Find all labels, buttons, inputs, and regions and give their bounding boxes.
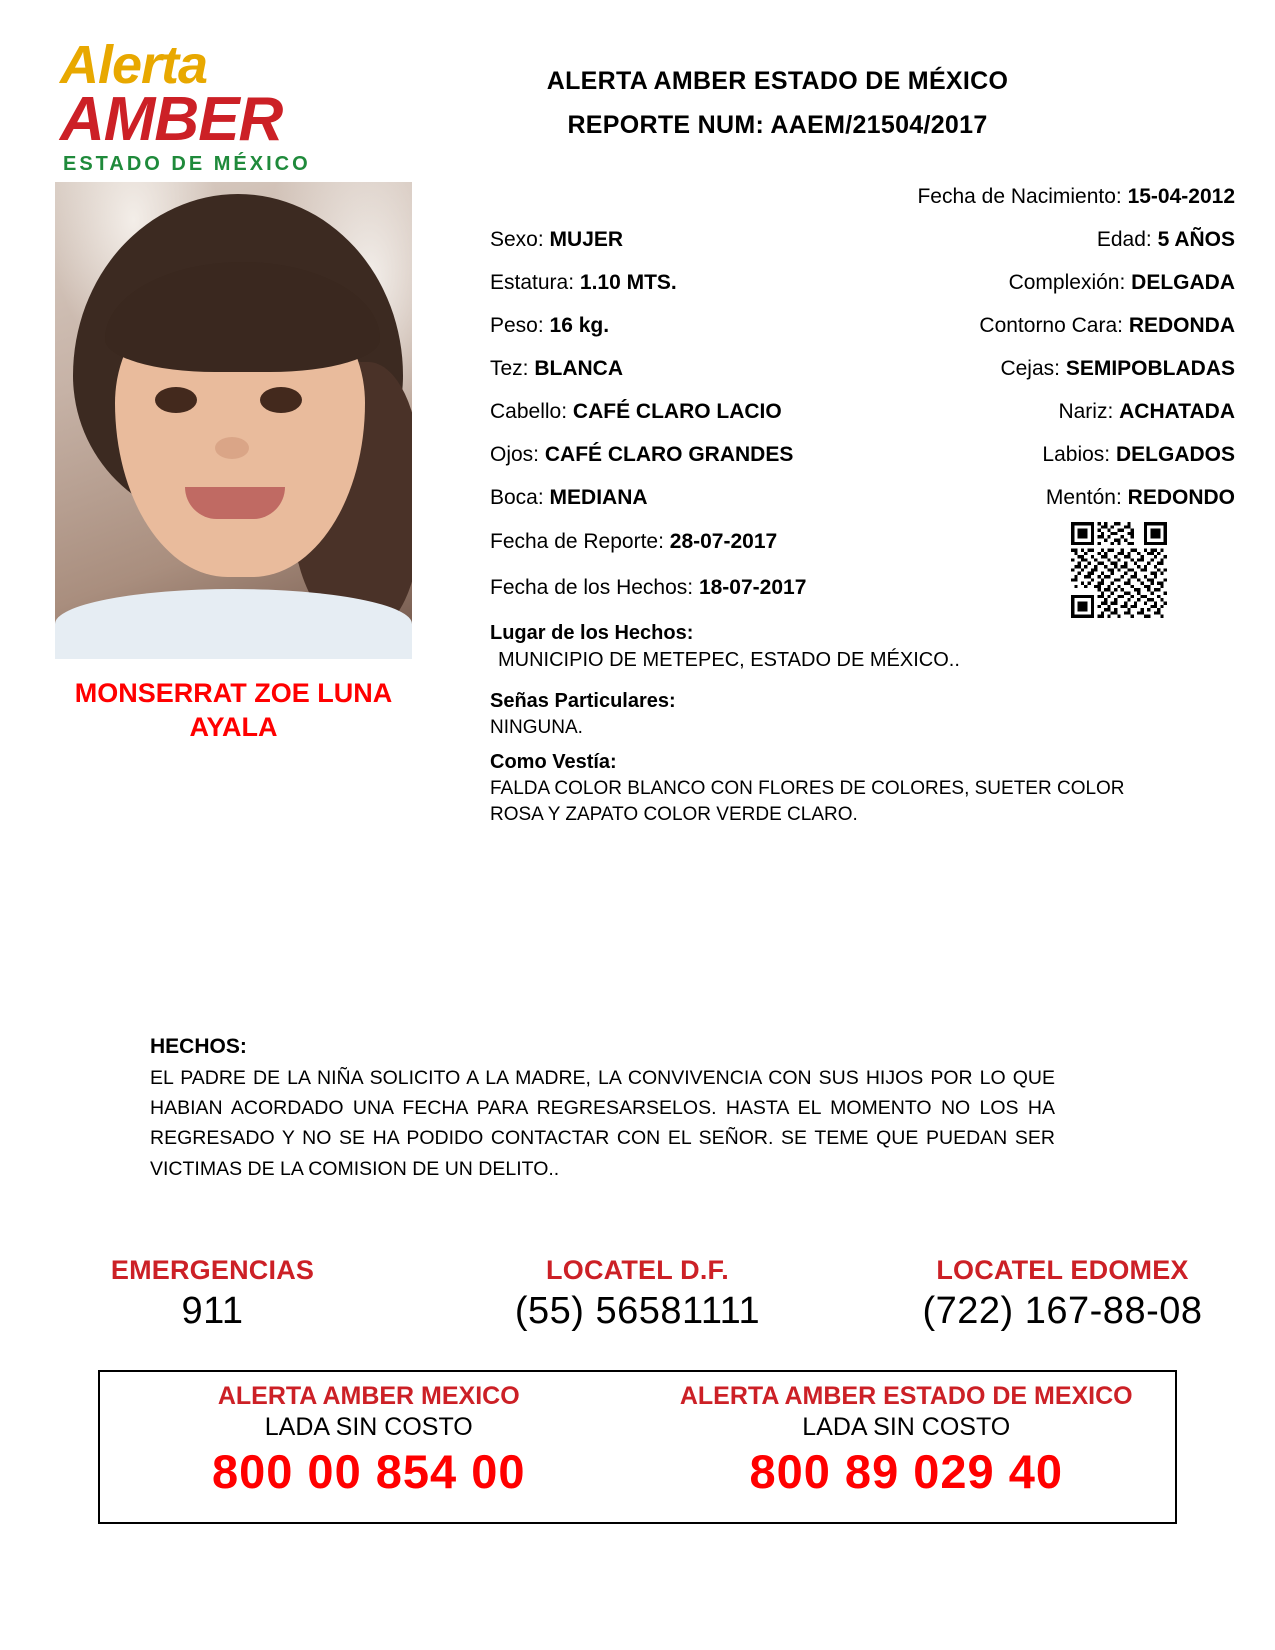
field-chin [1046,487,1235,508]
victim-photo [55,182,412,659]
phone-number: (55) 56581111 [514,1290,761,1332]
value-complexion: DELGADA [1131,271,1235,295]
value-events-date: 18-07-2017 [698,576,807,600]
row-sex-age [490,229,1235,250]
field-lips [1042,444,1235,465]
logo-text-estado: ESTADO DE MÉXICO [63,153,311,176]
phone-label: LOCATEL EDOMEX [936,1255,1189,1285]
main-content [0,182,1275,827]
phone-locatel-edomex[interactable] [850,1255,1275,1333]
title-line-2: REPORTE NUM: AAEM/21504/2017 [567,110,988,139]
value-eyes: CAFÉ CLARO GRANDES [544,443,794,467]
label-age: Edad: [1096,228,1152,252]
phone-number: (722) 167-88-08 [922,1290,1203,1332]
emergency-phones [0,1255,1275,1333]
qr-code [1071,522,1167,618]
field-eyebrows [1000,358,1235,379]
phone-locatel-df[interactable] [425,1255,850,1333]
row-hair-nose [490,401,1235,422]
label-eyes: Ojos: [490,443,540,467]
row-mouth-chin [490,487,1235,508]
details-column [470,182,1235,827]
value-face-contour: REDONDA [1128,314,1235,338]
value-age: 5 AÑOS [1157,228,1235,252]
field-skin [490,358,623,379]
value-nose: ACHATADA [1119,400,1235,424]
value-place: MUNICIPIO DE METEPEC, ESTADO DE MÉXICO.. [498,649,960,672]
logo-text-alerta: Alerta [60,35,208,95]
alerta-amber-logo [60,30,360,176]
value-chin: REDONDO [1127,486,1235,510]
row-birth [490,186,1235,207]
facts-title: HECHOS: [150,1035,247,1058]
value-weight: 16 kg. [549,314,610,338]
label-lips: Labios: [1042,443,1111,467]
phone-label: LOCATEL D.F. [546,1255,729,1285]
lada-number: 800 00 854 00 [211,1445,526,1498]
facts-section [75,1035,1185,1184]
lada-mexico[interactable] [100,1372,638,1522]
field-birth [917,186,1235,207]
value-lips: DELGADOS [1115,443,1235,467]
field-eyes [490,444,793,465]
lada-title: ALERTA AMBER MEXICO [217,1382,520,1410]
field-weight [490,315,609,336]
lada-subtitle: LADA SIN COSTO [802,1413,1011,1441]
report-title [360,30,1235,148]
label-mouth: Boca: [490,486,544,510]
field-nose [1058,401,1235,422]
victim-column [50,182,470,827]
value-marks: NINGUNA. [490,717,583,739]
label-events-date: Fecha de los Hechos: [490,576,694,600]
field-face-contour [979,315,1235,336]
value-clothing: FALDA COLOR BLANCO CON FLORES DE COLORES, SUETER COLOR ROSA Y ZAPATO COLOR VERDE CLARO. [490,777,1125,825]
label-height: Estatura: [490,271,575,295]
row-skin-eyebrows [490,358,1235,379]
phone-number: 911 [181,1290,244,1332]
page-header [0,0,1275,176]
field-hair [490,401,782,422]
label-birth: Fecha de Nacimiento: [917,185,1122,209]
field-mouth [490,487,648,508]
value-birth: 15-04-2012 [1127,185,1235,209]
label-nose: Nariz: [1058,400,1114,424]
value-sex: MUJER [549,228,624,252]
facts-text: EL PADRE DE LA NIÑA SOLICITO A LA MADRE, LA CONVIVENCIA CON SUS HIJOS POR LO QUE HABIAN ACORDADO UNA FECHA PARA REGRESARSELOS. HASTA EL MOMENTO NO LOS HA REGRESADO Y NO SE HA PODIDO CONTACTAR CON EL SEÑOR. SE TEME QUE PUEDAN SER VICTIMAS DE LA COMISION DE UN DELITO.. [150,1067,1055,1180]
toll-free-box [98,1370,1177,1524]
label-clothing: Como Vestía: [490,750,617,773]
field-age [1097,229,1235,250]
value-height: 1.10 MTS. [579,271,677,295]
row-weight-face [490,315,1235,336]
label-skin: Tez: [490,357,529,381]
lada-number: 800 89 029 40 [749,1445,1064,1498]
label-hair: Cabello: [490,400,568,424]
label-report-date: Fecha de Reporte: [490,530,664,554]
label-weight: Peso: [490,314,544,338]
field-complexion [1009,272,1235,293]
field-sex [490,229,623,250]
label-chin: Mentón: [1045,486,1122,510]
phone-emergencias[interactable] [0,1255,425,1333]
victim-name: MONSERRAT ZOE LUNA AYALA [74,678,393,743]
row-height-complexion [490,272,1235,293]
value-skin: BLANCA [534,357,624,381]
label-eyebrows: Cejas: [1000,357,1060,381]
label-marks: Señas Particulares: [490,690,676,713]
value-mouth: MEDIANA [549,486,648,510]
value-eyebrows: SEMIPOBLADAS [1065,357,1235,381]
lada-subtitle: LADA SIN COSTO [264,1413,473,1441]
label-place: Lugar de los Hechos: [490,622,694,645]
value-hair: CAFÉ CLARO LACIO [572,400,782,424]
title-line-1: ALERTA AMBER ESTADO DE MÉXICO [546,67,1009,95]
label-face-contour: Contorno Cara: [979,314,1123,338]
lada-title: ALERTA AMBER ESTADO DE MEXICO [679,1382,1133,1410]
label-complexion: Complexión: [1008,271,1126,295]
value-report-date: 28-07-2017 [669,530,778,554]
field-height [490,272,677,293]
lada-edomex[interactable] [638,1372,1176,1522]
row-eyes-lips [490,444,1235,465]
logo-text-amber: AMBER [60,85,283,155]
label-sex: Sexo: [490,228,544,252]
phone-label: EMERGENCIAS [110,1255,315,1285]
